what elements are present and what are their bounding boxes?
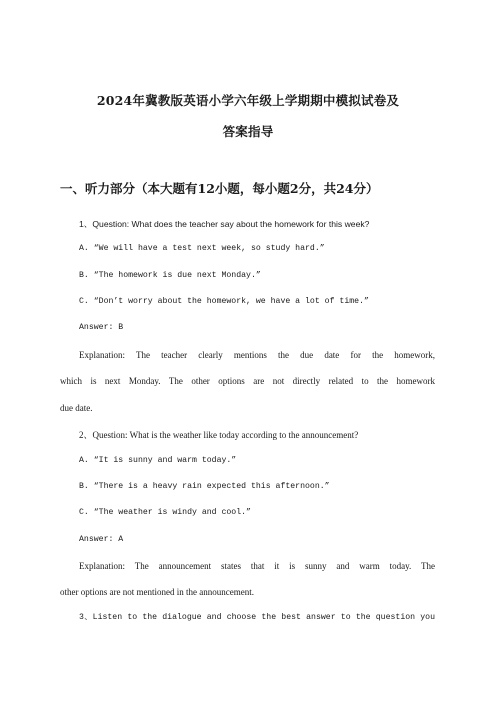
question-2-answer: Answer: A bbox=[79, 535, 124, 544]
question-2-option-a: A. “It is sunny and warm today.” bbox=[79, 456, 237, 465]
question-2-explanation-line-1: Explanation: The announcement states that it is sunny and warm today. The bbox=[79, 561, 435, 571]
question-1-option-a: A. “We will have a test next week, so study hard.” bbox=[79, 244, 325, 253]
question-1-explanation-line-3: due date. bbox=[60, 403, 93, 413]
question-1-explanation-line-2: which is next Monday. The other options are not directly related to the homework bbox=[60, 376, 435, 386]
question-3-text: 3、Listen to the dialogue and choose the best answer to the question you bbox=[79, 613, 435, 622]
question-2-option-c: C. “The weather is windy and cool.” bbox=[79, 508, 251, 517]
document-title-line-1: 2024年冀教版英语小学六年级上学期期中模拟试卷及 bbox=[96, 93, 400, 108]
question-1-text: 1、Question: What does the teacher say about the homework for this week? bbox=[79, 219, 370, 229]
question-1-option-c: C. “Don’t worry about the homework, we have a lot of time.” bbox=[79, 297, 369, 306]
section-heading-listening: 一、听力部分（本大题有12小题，每小题2分，共24分） bbox=[60, 181, 379, 196]
document-title-line-2: 答案指导 bbox=[222, 124, 274, 139]
question-1-option-b: B. “The homework is due next Monday.” bbox=[79, 271, 261, 280]
question-1-answer: Answer: B bbox=[79, 323, 124, 332]
question-2-explanation-line-2: other options are not mentioned in the announcement. bbox=[60, 587, 254, 597]
question-2-text: 2、Question: What is the weather like today according to the announcement? bbox=[79, 430, 359, 440]
question-2-option-b: B. “There is a heavy rain expected this afternoon.” bbox=[79, 482, 330, 491]
question-1-explanation-line-1: Explanation: The teacher clearly mentions the due date for the homework, bbox=[79, 350, 435, 360]
